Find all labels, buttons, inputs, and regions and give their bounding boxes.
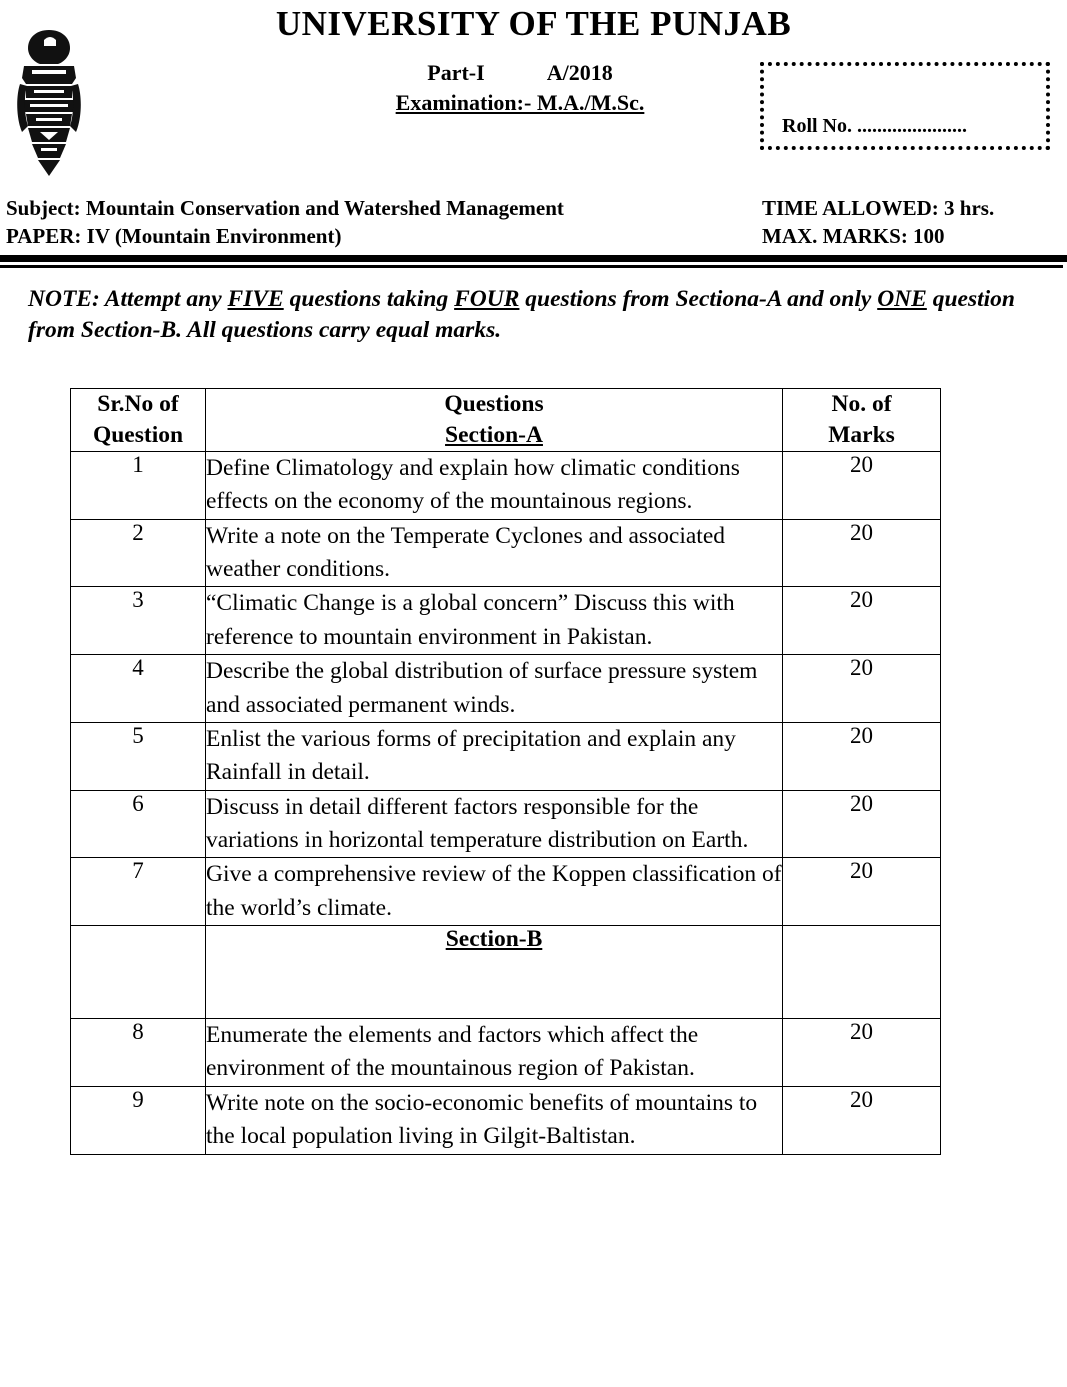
punjab-university-crest-icon xyxy=(14,26,84,181)
exam-info-block xyxy=(300,58,740,117)
max-marks-label: MAX. MARKS: 100 xyxy=(762,224,945,248)
marks-line-2: Marks xyxy=(828,422,895,449)
section-b-empty-sr xyxy=(71,926,206,1019)
table-row xyxy=(71,452,941,520)
exam-part: Part-I xyxy=(427,60,485,85)
roll-no-label: Roll No. ...................... xyxy=(782,115,967,137)
question-text: Discuss in detail different factors responsible for the variations in horizontal temperature distribution on Earth. xyxy=(206,790,783,858)
question-number: 4 xyxy=(71,655,206,723)
sr-no-line-1: Sr.No of xyxy=(97,391,179,417)
note-mid1: questions taking xyxy=(283,286,455,312)
note-one: ONE xyxy=(877,286,927,312)
table-row xyxy=(71,790,941,858)
question-number: 9 xyxy=(71,1086,206,1154)
question-number: 2 xyxy=(71,519,206,587)
sr-no-line-2: Question xyxy=(92,422,184,449)
marks-line-1: No. of xyxy=(831,391,892,417)
question-marks: 20 xyxy=(783,587,941,655)
table-header-row xyxy=(71,389,941,452)
column-header-marks xyxy=(783,389,941,452)
section-b-empty-marks xyxy=(783,926,941,1019)
question-marks: 20 xyxy=(783,452,941,520)
column-header-sr-no xyxy=(71,389,206,452)
roll-no-box[interactable] xyxy=(760,62,1050,150)
questions-table xyxy=(70,388,941,1155)
question-text: Describe the global distribution of surface pressure system and associated permanent winds. xyxy=(206,655,783,723)
section-b-label: Section-B xyxy=(206,926,783,1019)
question-marks: 20 xyxy=(783,1019,941,1087)
question-number: 6 xyxy=(71,790,206,858)
question-number: 3 xyxy=(71,587,206,655)
note-mid2: questions from Sectiona-A and only xyxy=(519,286,878,312)
subject-label: Subject: Mountain Conservation and Watershed Management xyxy=(6,196,564,220)
instructions-note xyxy=(28,284,1038,346)
note-suffix: question from Section-B. All questions carry equal marks. xyxy=(28,286,1015,344)
header-divider-thin xyxy=(0,265,1063,268)
question-marks: 20 xyxy=(783,790,941,858)
question-number: 8 xyxy=(71,1019,206,1087)
table-row xyxy=(71,1019,941,1087)
table-row xyxy=(71,1086,941,1154)
question-marks: 20 xyxy=(783,858,941,926)
table-row xyxy=(71,722,941,790)
question-marks: 20 xyxy=(783,722,941,790)
question-number: 7 xyxy=(71,858,206,926)
table-row xyxy=(71,858,941,926)
question-text: Enlist the various forms of precipitation and explain any Rainfall in detail. xyxy=(206,722,783,790)
question-text: Enumerate the elements and factors which affect the environment of the mountainous region of Pakistan. xyxy=(206,1019,783,1087)
note-five: FIVE xyxy=(227,286,284,312)
note-four: FOUR xyxy=(454,286,520,312)
note-prefix: NOTE: Attempt any xyxy=(28,286,228,312)
question-number: 5 xyxy=(71,722,206,790)
question-text: Write a note on the Temperate Cyclones and associated weather conditions. xyxy=(206,519,783,587)
exam-level: Examination:- M.A./M.Sc. xyxy=(395,89,645,115)
exam-session: A/2018 xyxy=(546,60,613,85)
section-a-label: Section-A xyxy=(445,422,543,449)
question-text: Define Climatology and explain how climatic conditions effects on the economy of the mountainous regions. xyxy=(206,452,783,520)
question-number: 1 xyxy=(71,452,206,520)
page-title: UNIVERSITY OF THE PUNJAB xyxy=(275,4,792,43)
question-marks: 20 xyxy=(783,655,941,723)
table-row xyxy=(71,519,941,587)
questions-header-label: Questions xyxy=(444,391,544,417)
question-text: “Climatic Change is a global concern” Discuss this with reference to mountain environment in Pakistan. xyxy=(206,587,783,655)
header-divider-thick xyxy=(0,255,1067,262)
section-b-divider-row xyxy=(71,926,941,1019)
table-row xyxy=(71,655,941,723)
question-marks: 20 xyxy=(783,519,941,587)
paper-label: PAPER: IV (Mountain Environment) xyxy=(6,224,342,248)
time-allowed-label: TIME ALLOWED: 3 hrs. xyxy=(762,196,995,220)
table-row xyxy=(71,587,941,655)
question-marks: 20 xyxy=(783,1086,941,1154)
question-text: Write note on the socio-economic benefits of mountains to the local population living in Gilgit-Baltistan. xyxy=(206,1086,783,1154)
column-header-questions xyxy=(206,389,783,452)
question-text: Give a comprehensive review of the Koppen classification of the world’s climate. xyxy=(206,858,783,926)
